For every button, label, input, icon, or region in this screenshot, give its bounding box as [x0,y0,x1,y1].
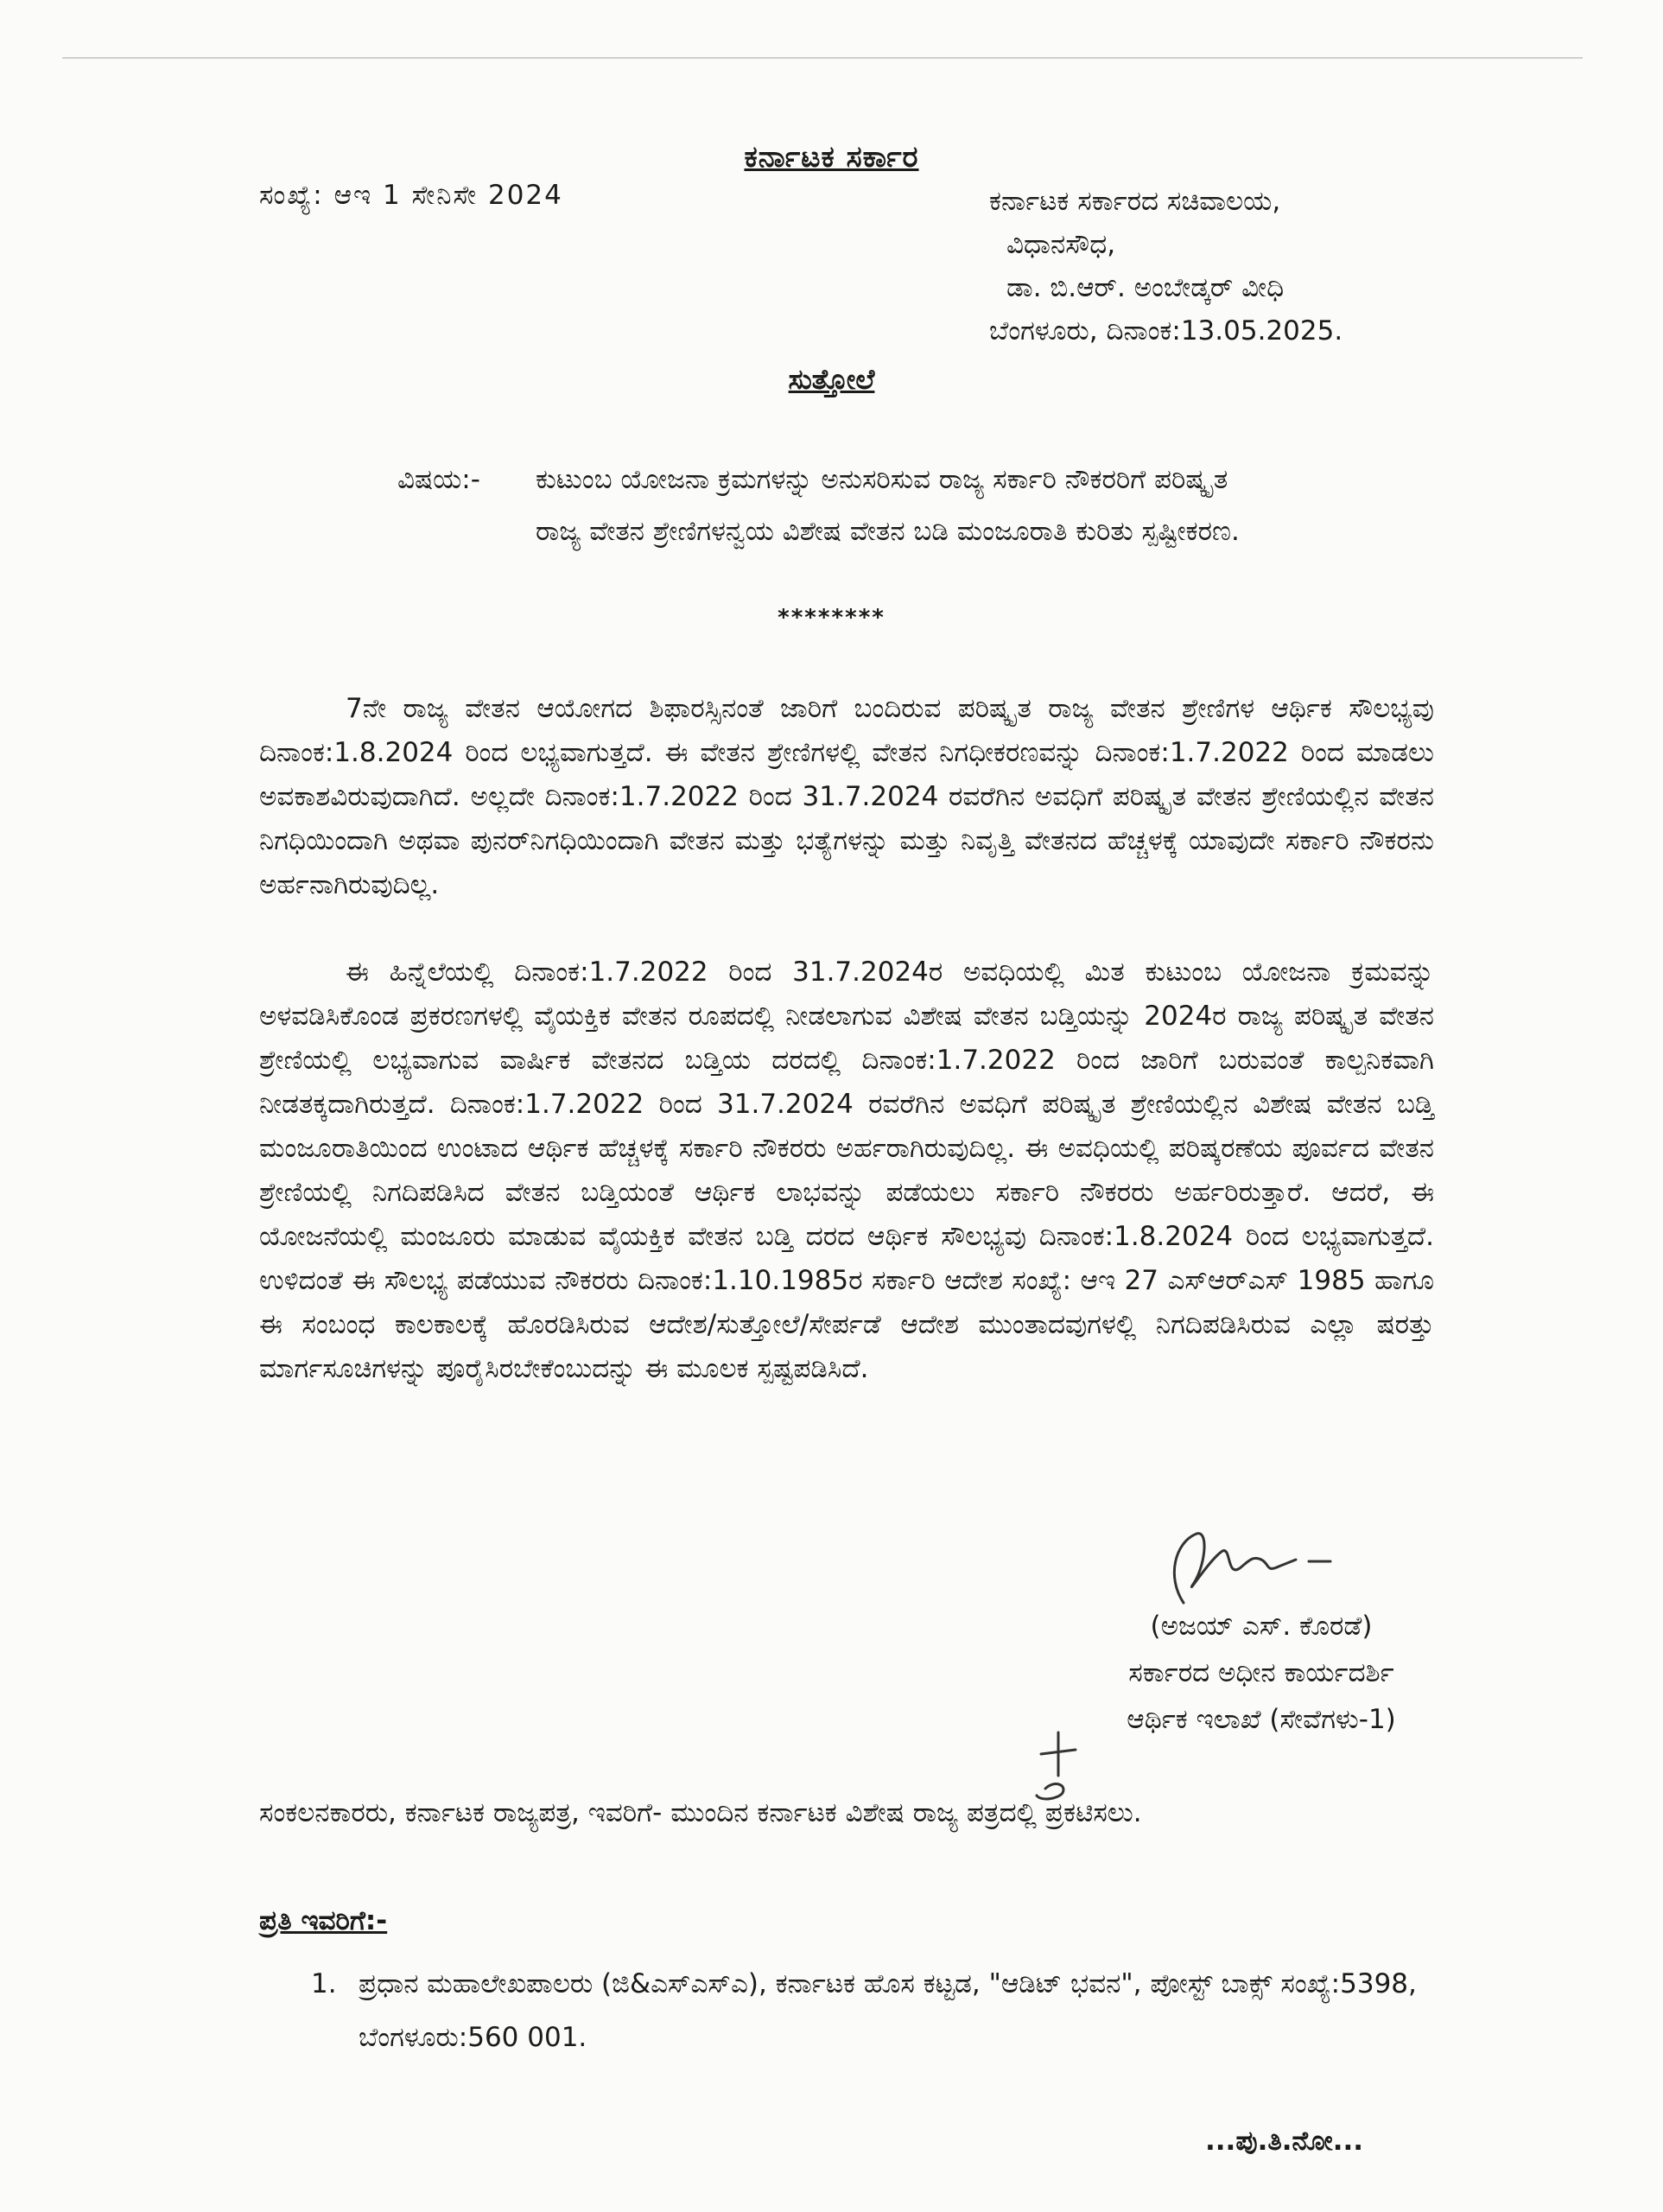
office-address [989,180,1342,353]
subject-label: ವಿಷಯ:- [397,464,480,495]
address-line: ವಿಧಾನಸೌಧ, [1006,229,1116,260]
copy-recipient-item [311,1957,1482,2064]
signatory-department: ಆರ್ಥಿಕ ಇಲಾಖೆ (ಸೇವೆಗಳು-1) [1127,1704,1396,1735]
signatory-block [1076,1603,1447,1743]
copy-to-label: ಪ್ರತಿ ಇವರಿಗೆ:- [259,1905,388,1936]
address-line: ಕರ್ನಾಟಕ ಸರ್ಕಾರದ ಸಚಿವಾಲಯ, [989,186,1281,217]
subject-block [397,454,1261,557]
signatory-name: (ಅಜಯ್ ಎಸ್. ಕೊರಡೆ) [1150,1611,1373,1642]
body-paragraph: 7ನೇ ರಾಜ್ಯ ವೇತನ ಆಯೋಗದ ಶಿಫಾರಸ್ಸಿನಂತೆ ಜಾರಿಗೆ ಬಂದಿರುವ ಪರಿಷ್ಕೃತ ರಾಜ್ಯ ವೇತನ ಶ್ರೇಣಿಗಳ ಆರ್ಥಿಕ ಸೌಲಭ್ಯವು ದಿನಾಂಕ:1.8.2024 ರಿಂದ ಲಭ್ಯವಾಗುತ್ತದೆ. ಈ ವೇತನ ಶ್ರೇಣಿಗಳಲ್ಲಿ ವೇತನ ನಿಗಧೀಕರಣವನ್ನು ದಿನಾಂಕ:1.7.2022 ರಿಂದ ಮಾಡಲು ಅವಕಾಶವಿರುವುದಾಗಿದೆ. ಅಲ್ಲದೇ ದಿನಾಂಕ:1.7.2022 ರಿಂದ 31.7.2024 ರವರೆಗಿನ ಅವಧಿಗೆ ಪರಿಷ್ಕೃತ ವೇತನ ಶ್ರೇಣಿಯಲ್ಲಿನ ವೇತನ ನಿಗಧಿಯಿಂದಾಗಿ ಅಥವಾ ಪುನರ್‌ನಿಗಧಿಯಿಂದಾಗಿ ವೇತನ ಮತ್ತು ಭತ್ಯೆಗಳನ್ನು ಮತ್ತು ನಿವೃತ್ತಿ ವೇತನದ ಹೆಚ್ಚಳಕ್ಕೆ ಯಾವುದೇ ಸರ್ಕಾರಿ ನೌಕರನು ಅರ್ಹನಾಗಿರುವುದಿಲ್ಲ. [259,693,1434,900]
signatory-designation: ಸರ್ಕಾರದ ಅಧೀನ ಕಾರ್ಯದರ್ಶಿ [1128,1657,1394,1688]
address-line: ಡಾ. ಬಿ.ಆರ್. ಅಂಬೇಡ್ಕರ್ ವೀಧಿ [1006,272,1285,303]
page-turn-note: ...ಪು.ತಿ.ನೋ... [1205,2126,1364,2157]
address-line: ಬೆಂಗಳೂರು, ದಿನಾಂಕ:13.05.2025. [989,315,1343,346]
government-heading: ಕರ್ನಾಟಕ ಸರ್ಕಾರ [744,140,919,175]
subject-text: ಕುಟುಂಬ ಯೋಜನಾ ಕ್ರಮಗಳನ್ನು ಅನುಸರಿಸುವ ರಾಜ್ಯ ಸರ್ಕಾರಿ ನೌಕರರಿಗೆ ಪರಿಷ್ಕೃತ ರಾಜ್ಯ ವೇತನ ಶ್ರೇಣಿಗಳನ್ವಯ ವಿಶೇಷ ವೇತನ ಬಡಿ ಮಂಜೂರಾತಿ ಕುರಿತು ಸ್ಪಷ್ಟೀಕರಣ. [536,464,1240,547]
copy-item-text: ಪ್ರಧಾನ ಮಹಾಲೇಖಪಾಲರು (ಜಿ&ಎಸ್‌ಎಸ್‌ಎ), ಕರ್ನಾಟಕ ಹೊಸ ಕಟ್ಟಡ, "ಆಡಿಟ್ ಭವನ", ಪೋಸ್ಟ್ ಬಾಕ್ಸ್ ಸಂಖ್ಯೆ:5398, ಬೆಂಗಳೂರು:560 001. [359,1968,1417,2053]
publication-note: ಸಂಕಲನಕಾರರು, ಕರ್ನಾಟಕ ರಾಜ್ಯಪತ್ರ, ಇವರಿಗೆ- ಮುಂದಿನ ಕರ್ನಾಟಕ ವಿಶೇಷ ರಾಜ್ಯ ಪತ್ರದಲ್ಲಿ ಪ್ರಕಟಿಸಲು. [259,1797,1142,1828]
initial-mark [1024,1728,1093,1806]
separator: ******** [778,605,885,631]
top-rule [62,57,1583,59]
circular-title: ಸುತ್ತೋಲೆ [788,363,875,396]
body-paragraph: ಈ ಹಿನ್ನೆಲೆಯಲ್ಲಿ ದಿನಾಂಕ:1.7.2022 ರಿಂದ 31.7.2024ರ ಅವಧಿಯಲ್ಲಿ ಮಿತ ಕುಟುಂಬ ಯೋಜನಾ ಕ್ರಮವನ್ನು ಅಳವಡಿಸಿಕೊಂಡ ಪ್ರಕರಣಗಳಲ್ಲಿ ವೈಯಕ್ತಿಕ ವೇತನ ರೂಪದಲ್ಲಿ ನೀಡಲಾಗುವ ವಿಶೇಷ ವೇತನ ಬಡ್ತಿಯನ್ನು 2024ರ ರಾಜ್ಯ ಪರಿಷ್ಕೃತ ವೇತನ ಶ್ರೇಣಿಯಲ್ಲಿ ಲಭ್ಯವಾಗುವ ವಾರ್ಷಿಕ ವೇತನದ ಬಡ್ತಿಯ ದರದಲ್ಲಿ ದಿನಾಂಕ:1.7.2022 ರಿಂದ ಜಾರಿಗೆ ಬರುವಂತೆ ಕಾಲ್ಪನಿಕವಾಗಿ ನೀಡತಕ್ಕದಾಗಿರುತ್ತದೆ. ದಿನಾಂಕ:1.7.2022 ರಿಂದ 31.7.2024 ರವರೆಗಿನ ಅವಧಿಗೆ ಪರಿಷ್ಕೃತ ಶ್ರೇಣಿಯಲ್ಲಿನ ವಿಶೇಷ ವೇತನ ಬಡ್ತಿ ಮಂಜೂರಾತಿಯಿಂದ ಉಂಟಾದ ಆರ್ಥಿಕ ಹೆಚ್ಚಳಕ್ಕೆ ಸರ್ಕಾರಿ ನೌಕರರು ಅರ್ಹರಾಗಿರುವುದಿಲ್ಲ. ಈ ಅವಧಿಯಲ್ಲಿ ಪರಿಷ್ಕರಣೆಯ ಪೂರ್ವದ ವೇತನ ಶ್ರೇಣಿಯಲ್ಲಿ ನಿಗದಿಪಡಿಸಿದ ವೇತನ ಬಡ್ತಿಯಂತೆ ಆರ್ಥಿಕ ಲಾಭವನ್ನು ಪಡೆಯಲು ಸರ್ಕಾರಿ ನೌಕರರು ಅರ್ಹರಿರುತ್ತಾರೆ. ಆದರೆ, ಈ ಯೋಜನೆಯಲ್ಲಿ ಮಂಜೂರು ಮಾಡುವ ವೈಯಕ್ತಿಕ ವೇತನ ಬಡ್ತಿ ದರದ ಆರ್ಥಿಕ ಸೌಲಭ್ಯವು ದಿನಾಂಕ:1.8.2024 ರಿಂದ ಲಭ್ಯವಾಗುತ್ತದೆ. ಉಳಿದಂತೆ ಈ ಸೌಲಭ್ಯ ಪಡೆಯುವ ನೌಕರರು ದಿನಾಂಕ:1.10.1985ರ ಸರ್ಕಾರಿ ಆದೇಶ ಸಂಖ್ಯೆ: ಆಇ 27 ಎಸ್‌ಆರ್‌ಎಸ್ 1985 ಹಾಗೂ ಈ ಸಂಬಂಧ ಕಾಲಕಾಲಕ್ಕೆ ಹೊರಡಿಸಿರುವ ಆದೇಶ/ಸುತ್ತೋಲೆ/ಸೇರ್ಪಡೆ ಆದೇಶ ಮುಂತಾದವುಗಳಲ್ಲಿ ನಿಗದಿಪಡಿಸಿರುವ ಎಲ್ಲಾ ಷರತ್ತು ಮಾರ್ಗಸೂಚಿಗಳನ್ನು ಪೂರೈಸಿರಬೇಕೆಂಬುದನ್ನು ಈ ಮೂಲಕ ಸ್ಪಷ್ಟಪಡಿಸಿದೆ. [259,957,1434,1384]
order-number: ಸಂಖ್ಯೆ: ಆಇ 1 ಸೇನಿಸೇ 2024 [259,180,563,211]
copy-item-number: 1. [311,1968,337,1999]
